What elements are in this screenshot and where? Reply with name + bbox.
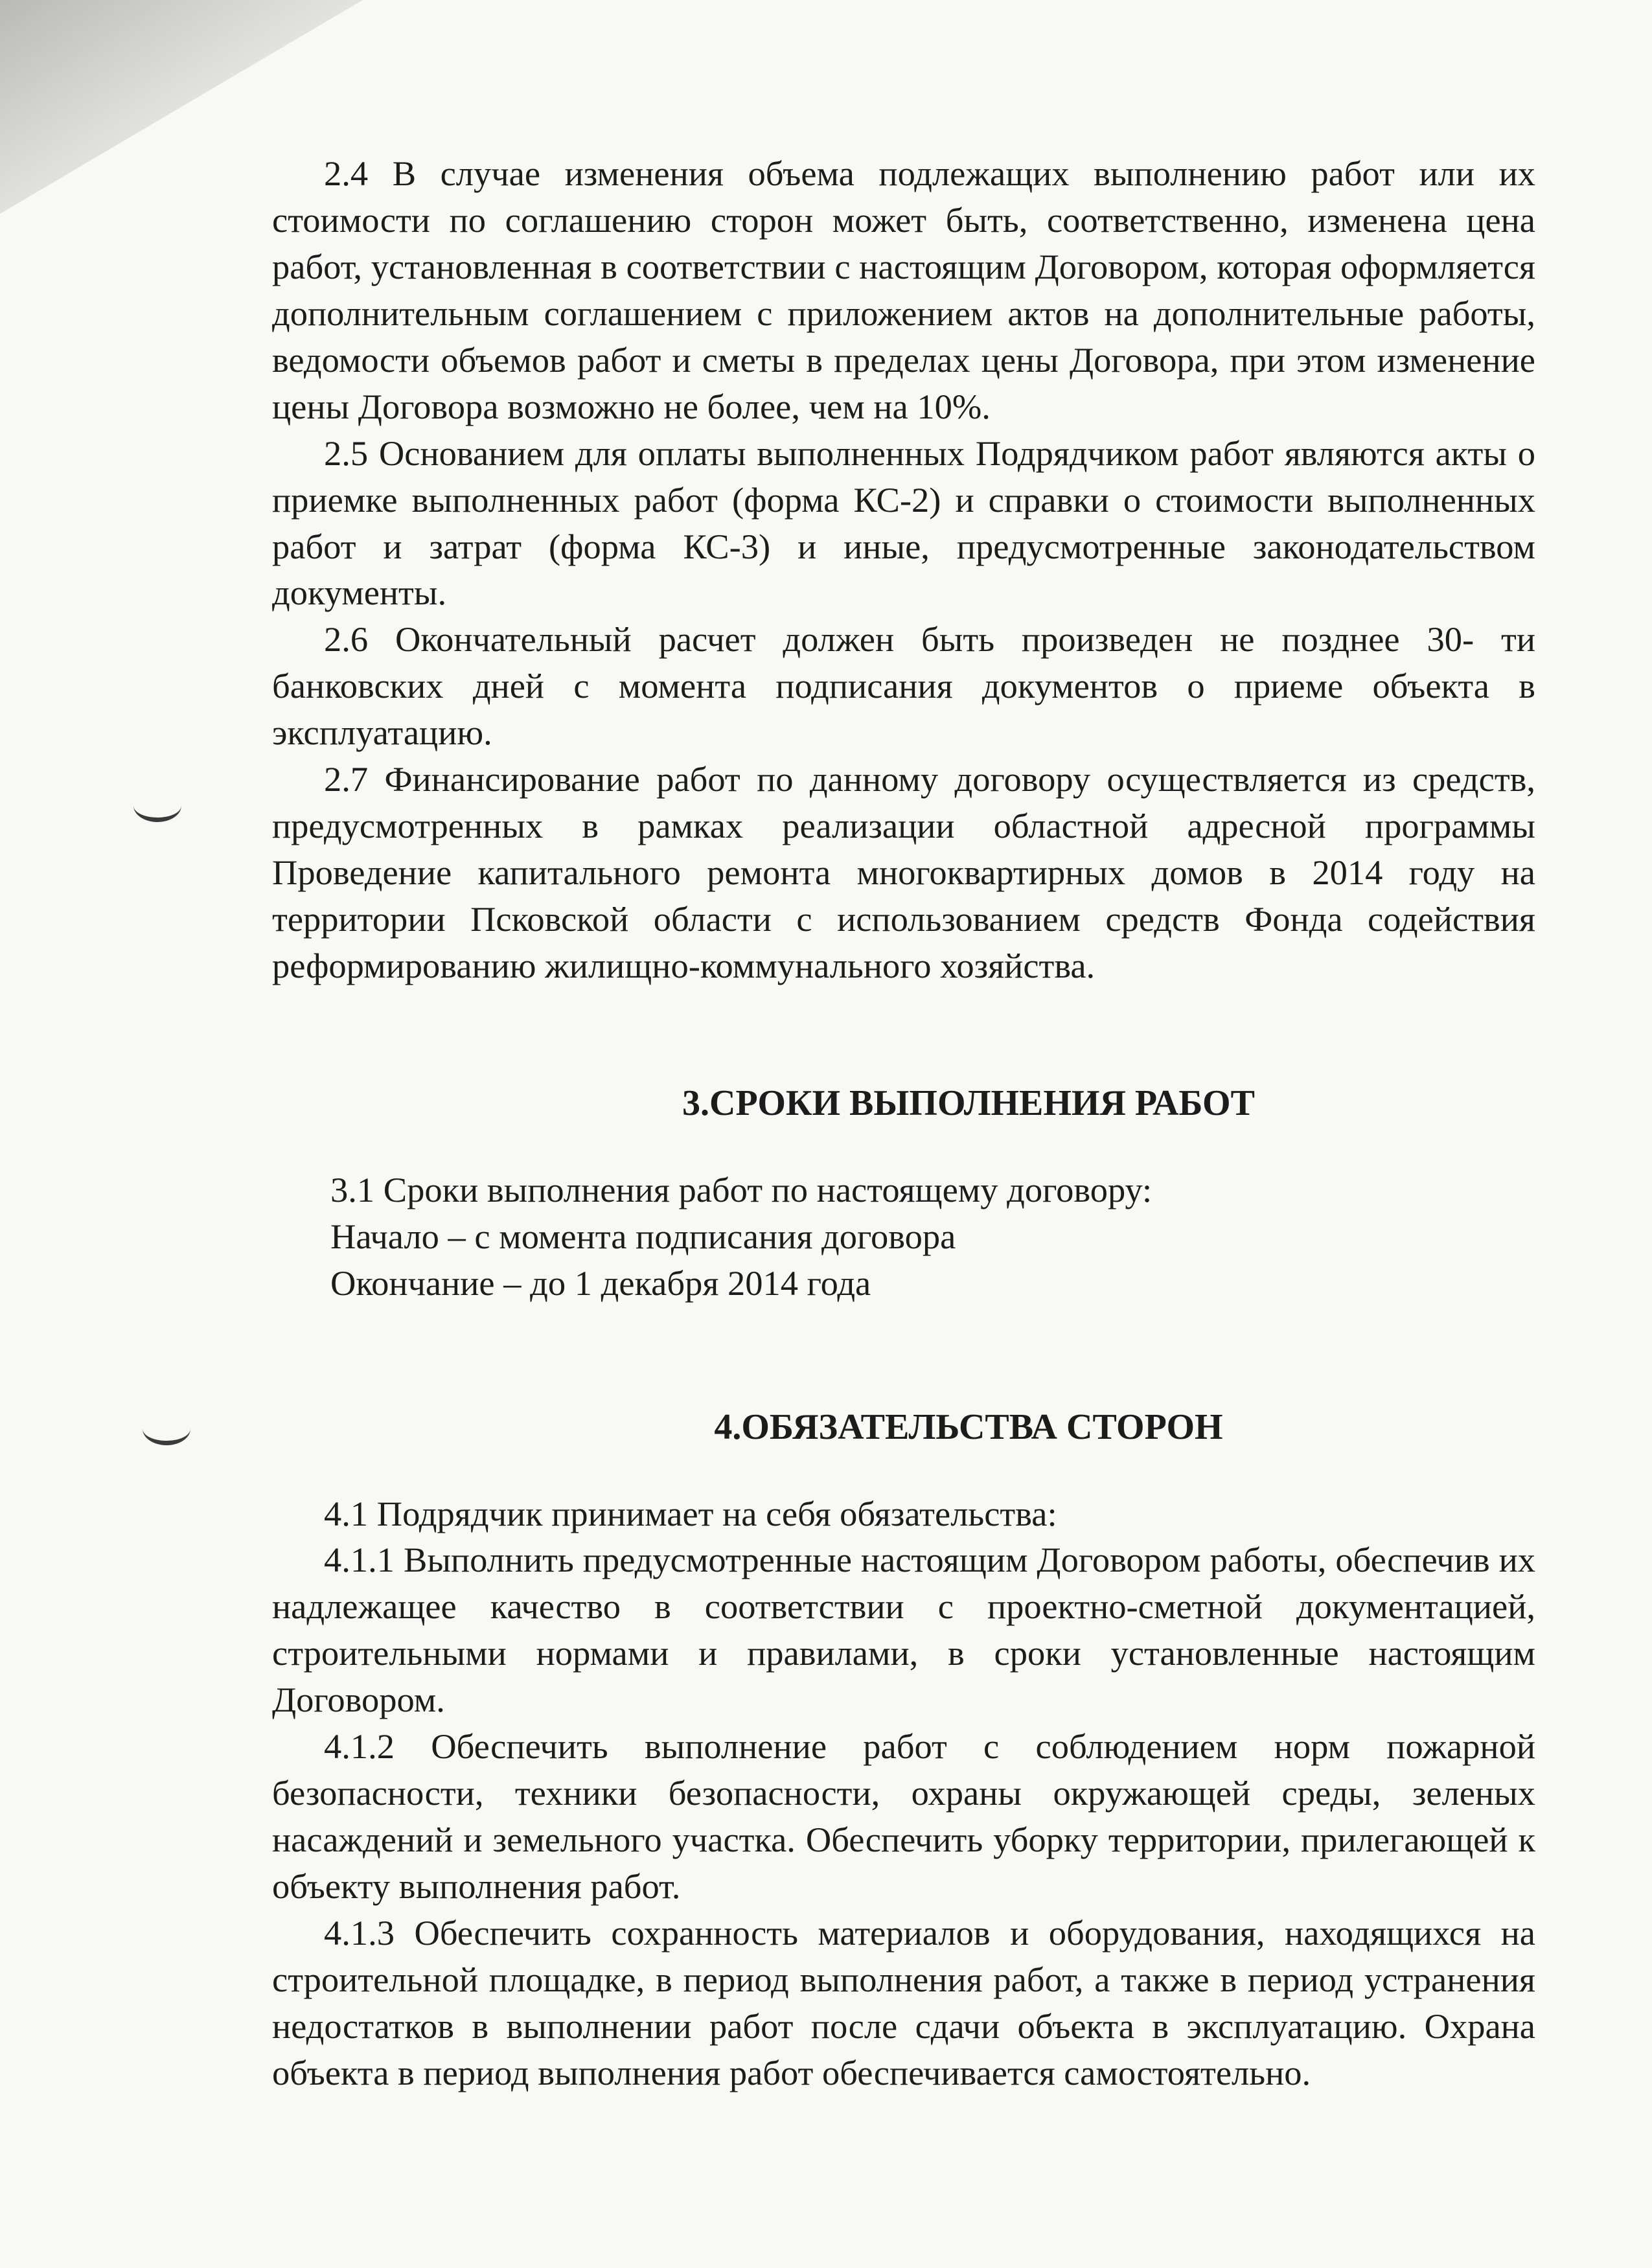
section-3-heading: 3.СРОКИ ВЫПОЛНЕНИЯ РАБОТ [682,1082,1255,1123]
clause-4-1-3: 4.1.3 Обеспечить сохранность материалов и оборудования, находящихся на строительной площадке, в период выполнения работ, а также в период устранения недостатков в выполнении работ после сдачи объекта в эксплуатацию. Охрана объекта в период выполнения работ обеспечивается самостоятельно. [272,1912,1535,2092]
document-body [272,150,1535,2096]
punch-hole-top [133,789,181,822]
clause-2-7: 2.7 Финансирование работ по данному договору осуществляется из средств, предусмотренных в рамках реализации областной адресной программы Проведение капитального ремонта многоквартирных домов в 2014 году на территории Псковской области с использованием средств Фонда содействия реформированию жилищно-коммунального хозяйства. [272,759,1535,985]
punch-hole-bottom [143,1412,190,1445]
clause-4-1: 4.1 Подрядчик принимает на себя обязательства: [324,1493,1057,1533]
section-4-heading: 4.ОБЯЗАТЕЛЬСТВА СТОРОН [714,1406,1223,1447]
clause-2-5: 2.5 Основанием для оплаты выполненных Подрядчиком работ являются акты о приемке выполненных работ (форма КС-2) и справки о стоимости выполненных работ и затрат (форма КС-3) и иные, предусмотренные законодательством документы. [272,433,1535,613]
work-terms [272,1167,1535,1307]
term-end: Окончание – до 1 декабря 2014 года [330,1263,871,1303]
clause-2-6: 2.6 Окончательный расчет должен быть произведен не позднее 30- ти банковских дней с момента подписания документов о приеме объекта в эксплуатацию. [272,619,1535,753]
clause-2-4: 2.4 В случае изменения объема подлежащих выполнению работ или их стоимости по соглашению сторон может быть, соответственно, изменена цена работ, установленная в соответствии с настоящим Договором, которая оформляется дополнительным соглашением с приложением актов на дополнительные работы, ведомости объемов работ и сметы в пределах цены Договора, при этом изменение цены Договора возможно не более, чем на 10%. [272,154,1535,426]
term-start: Начало – с момента подписания договора [330,1216,956,1256]
clause-3-1: 3.1 Сроки выполнения работ по настоящему договору: [330,1169,1153,1209]
clause-4-1-2: 4.1.2 Обеспечить выполнение работ с соблюдением норм пожарной безопасности, техники безопасности, охраны окружающей среды, зеленых насаждений и земельного участка. Обеспечить уборку территории, прилегающей к объекту выполнения работ. [272,1726,1535,1906]
clause-4-1-1: 4.1.1 Выполнить предусмотренные настоящим Договором работы, обеспечив их надлежащее качество в соответствии с проектно-сметной документацией, строительными нормами и правилами, в сроки установленные настоящим Договором. [272,1540,1535,1720]
